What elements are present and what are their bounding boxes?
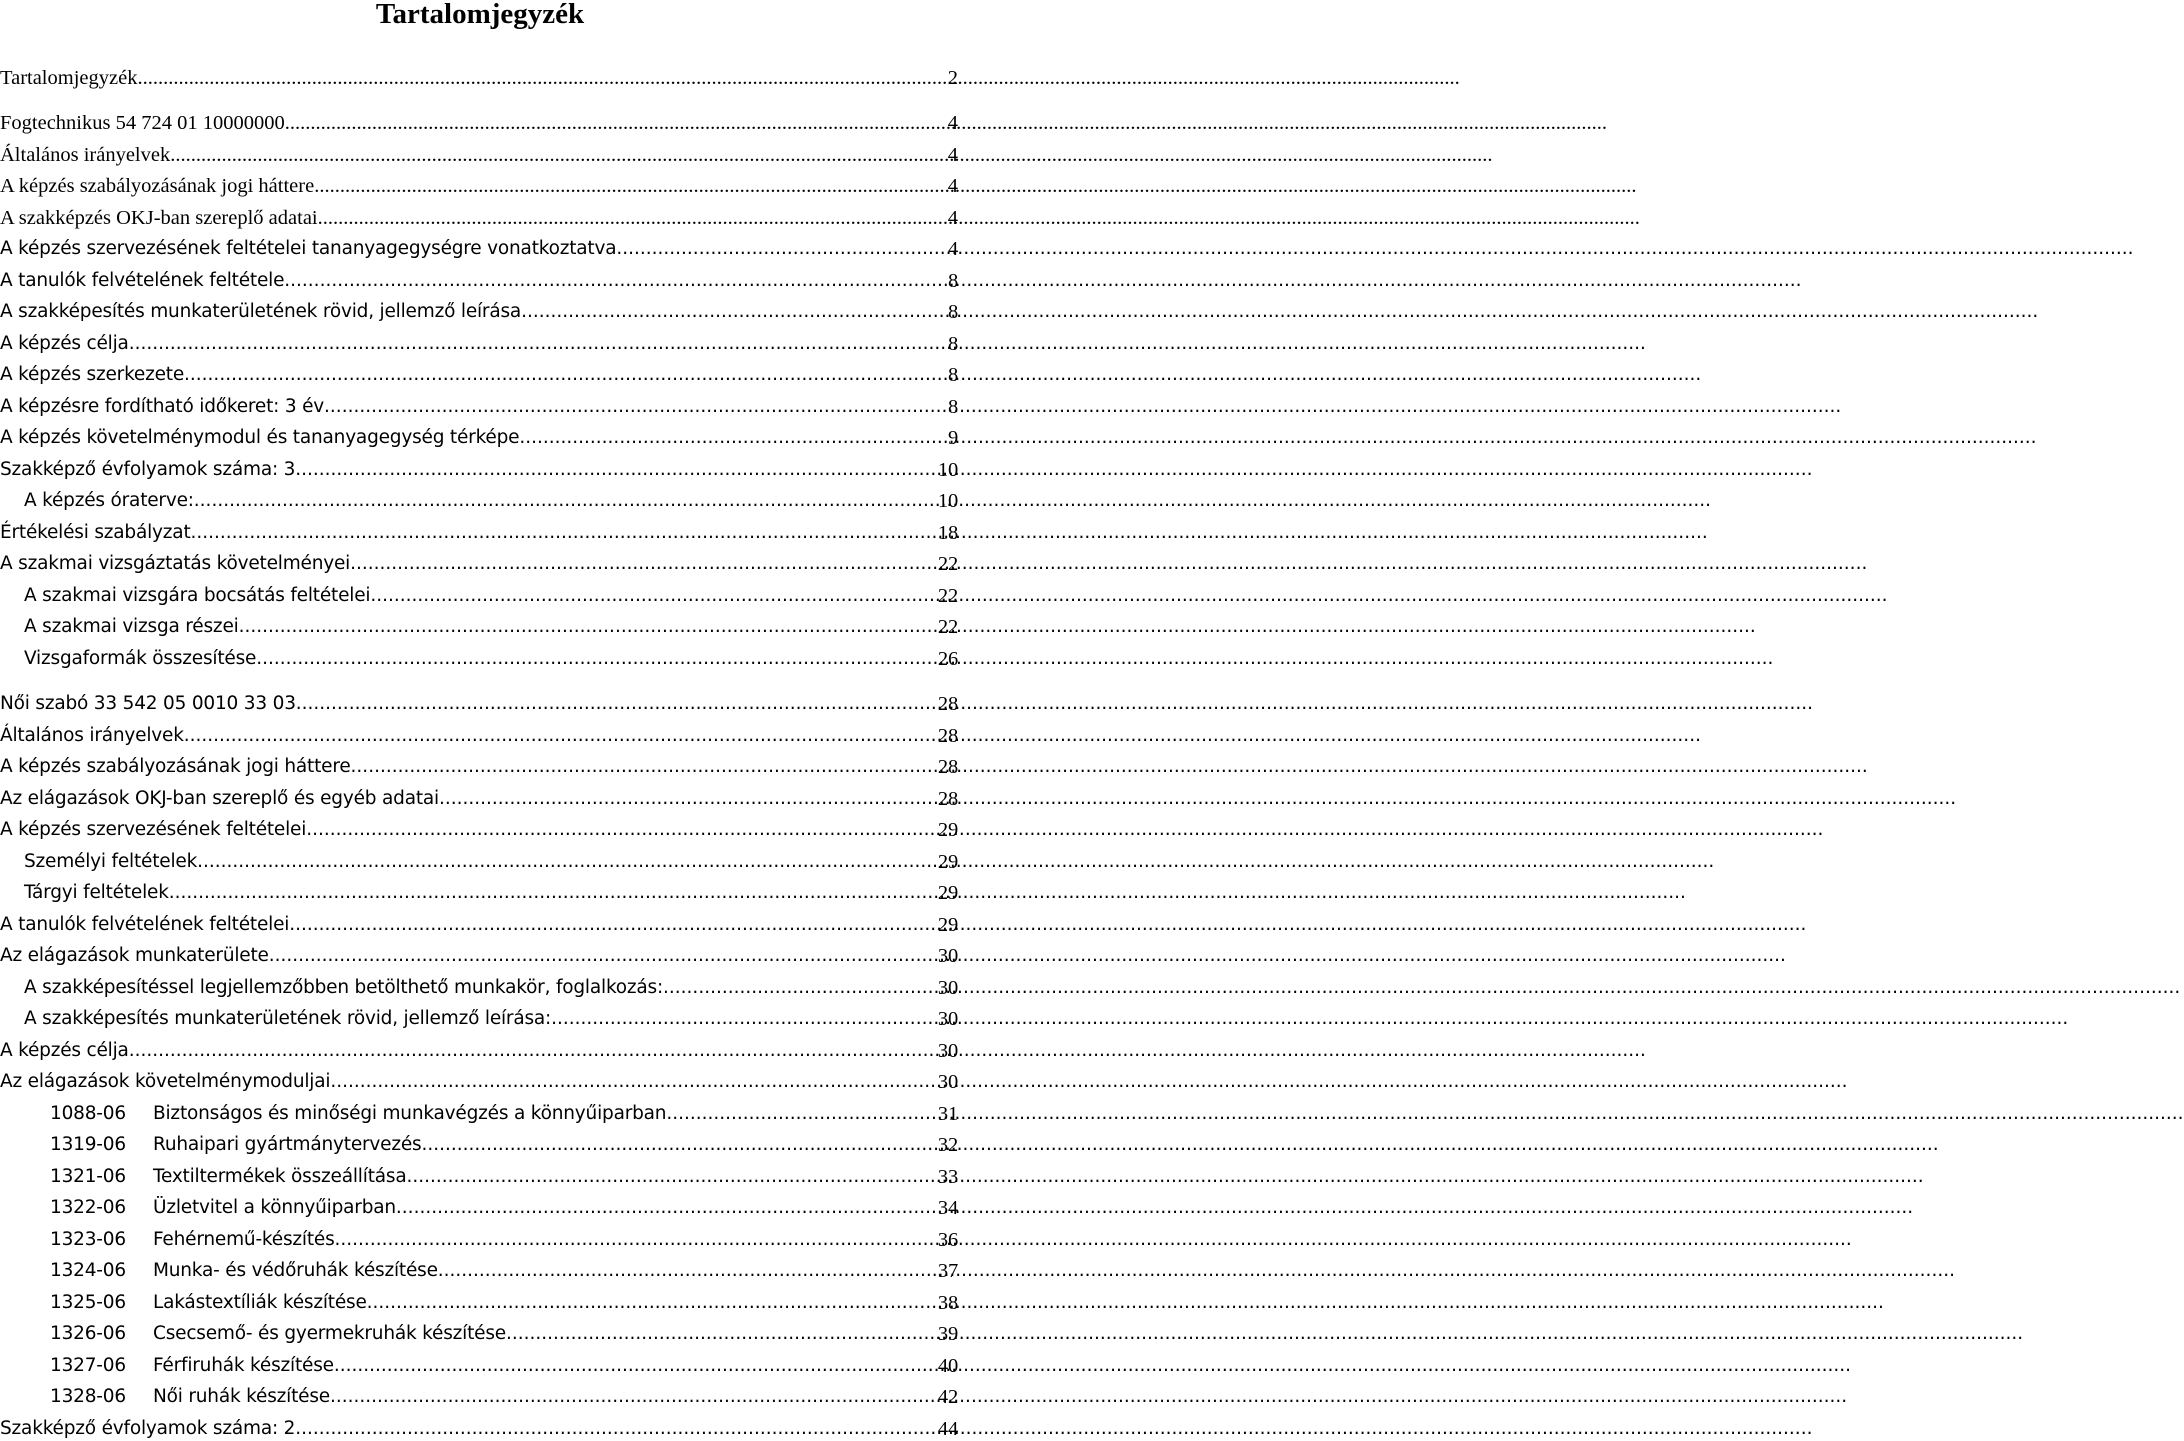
toc-entry-label: A szakképesítés munkaterületének rövid, jellemző leírása <box>0 301 522 322</box>
toc-entry-dot-leader <box>137 66 945 90</box>
toc-entry-module-code: 1321-06 <box>50 1165 126 1187</box>
toc-entry-label: Tárgyi feltételek <box>24 882 169 903</box>
toc-entry[interactable] <box>0 1000 958 1032</box>
toc-entry-page-number: 4 <box>947 238 958 260</box>
toc-entry-dot-leader <box>666 1102 936 1126</box>
toc-entry-label: A tanulók felvételének feltételei <box>0 913 290 935</box>
toc-entry[interactable] <box>0 1126 958 1158</box>
toc-entry[interactable] <box>0 1346 958 1378</box>
toc-entry-module-code: 1325-06 <box>50 1291 126 1313</box>
toc-entry-page-number: 38 <box>937 1291 958 1314</box>
toc-entry[interactable] <box>0 748 958 780</box>
toc-entry-label: Szakképző évfolyamok száma: 2 <box>0 1417 296 1439</box>
toc-entry[interactable] <box>0 513 958 545</box>
toc-entry[interactable] <box>0 842 958 874</box>
toc-entry-label: A képzésre fordítható időkeret: 3 év <box>0 395 325 417</box>
toc-entry-label: A tanulók felvételének feltétele <box>0 269 285 291</box>
toc-entry-label: Lakástextíliák készítése <box>153 1291 367 1313</box>
toc-entry-dot-leader <box>350 552 936 576</box>
toc-entry-label: Az elágazások követelménymoduljai <box>0 1071 331 1092</box>
toc-entry[interactable] <box>0 58 958 90</box>
toc-entry-label: Női ruhák készítése <box>153 1386 330 1407</box>
toc-entry[interactable] <box>0 1315 958 1347</box>
toc-entry-label: A képzés követelménymodul és tananyagegység térképe <box>0 427 520 448</box>
toc-entry-page-number: 10 <box>937 458 958 481</box>
toc-entry-page-number: 9 <box>947 427 958 449</box>
toc-entry[interactable] <box>0 811 958 843</box>
toc-entry-label: A szakmai vizsga részei <box>24 616 239 637</box>
toc-entry[interactable] <box>0 608 958 640</box>
toc-entry-dot-leader <box>170 143 946 167</box>
toc-entry[interactable] <box>0 356 958 388</box>
toc-entry-label: A képzés szabályozásának jogi háttere <box>0 175 315 197</box>
toc-entry-page-number: 30 <box>937 976 958 999</box>
toc-entry-label: Ruhaipari gyártmánytervezés <box>153 1134 422 1155</box>
toc-entry-page-number: 2 <box>947 66 958 89</box>
toc-entry-dot-leader <box>194 489 936 513</box>
toc-entry-label: A képzés célja <box>0 332 129 354</box>
toc-entry-label: A szakmai vizsgáztatás követelményei <box>0 553 351 574</box>
page-title: Tartalomjegyzék <box>375 0 585 30</box>
toc-entry-page-number: 8 <box>947 364 958 386</box>
toc-entry-dot-leader <box>370 584 936 608</box>
toc-entry-page-number: 44 <box>937 1417 958 1440</box>
toc-entry-module-code: 1088-06 <box>50 1102 126 1124</box>
toc-entry-page-number: 8 <box>947 332 958 355</box>
toc-entry-label: Textiltermékek összeállítása <box>153 1165 407 1187</box>
toc-entry-page-number: 29 <box>937 882 958 904</box>
toc-entry[interactable] <box>0 576 958 608</box>
toc-entry-label: Csecsemő- és gyermekruhák készítése <box>153 1323 506 1344</box>
toc-entry-page-number: 22 <box>937 584 958 607</box>
toc-entry-page-number: 42 <box>937 1386 958 1408</box>
toc-entry-label: A szakmai vizsgára bocsátás feltételei <box>24 584 371 606</box>
toc-entry[interactable] <box>0 716 958 748</box>
toc-entry-page-number: 29 <box>937 819 958 841</box>
toc-entry[interactable] <box>0 968 958 1000</box>
toc-entry-dot-leader <box>295 1417 936 1441</box>
toc-entry-dot-leader <box>421 1133 935 1157</box>
toc-entry[interactable] <box>0 324 958 356</box>
toc-entry-label: Női szabó 33 542 05 0010 33 03 <box>0 693 296 714</box>
toc-entry[interactable] <box>0 639 958 671</box>
toc-entry-dot-leader <box>296 692 936 716</box>
toc-entry-page-number: 26 <box>937 647 958 670</box>
toc-entry-label: Munka- és védőruhák készítése <box>153 1260 438 1281</box>
toc-entry[interactable] <box>0 1189 958 1221</box>
toc-entry-module-code: 1322-06 <box>50 1197 126 1218</box>
toc-entry-page-number: 18 <box>937 521 958 544</box>
toc-entry-page-number: 40 <box>937 1354 958 1377</box>
toc-entry[interactable] <box>0 293 958 325</box>
toc-entry-page-number: 30 <box>937 1071 958 1093</box>
toc-entry-page-number: 36 <box>937 1228 958 1251</box>
toc-entry[interactable] <box>0 387 958 419</box>
toc-entry-label: Értékelési szabályzat <box>0 521 191 543</box>
toc-entry[interactable] <box>0 104 958 136</box>
toc-entry-dot-leader <box>269 944 936 968</box>
toc-entry[interactable] <box>0 1063 958 1095</box>
toc-entry-page-number: 32 <box>937 1134 958 1156</box>
toc-entry-page-number: 8 <box>947 269 958 292</box>
toc-entry-label: Személyi feltételek <box>24 850 198 872</box>
toc-entry-dot-leader <box>506 1322 936 1346</box>
toc-entry-label: A képzés szervezésének feltételei <box>0 819 307 840</box>
toc-entry[interactable] <box>0 1157 958 1189</box>
toc-entry-page-number: 31 <box>937 1102 958 1125</box>
toc-entry-page-number: 4 <box>947 206 958 229</box>
toc-entry-page-number: 8 <box>947 301 958 323</box>
toc-entry-dot-leader <box>197 850 936 874</box>
toc-entry-label: A szakképesítés munkaterületének rövid, jellemző leírása: <box>24 1008 552 1029</box>
toc-entry-dot-leader <box>285 111 946 135</box>
toc-entry-dot-leader <box>551 1007 936 1031</box>
toc-entry-label: Fehérnemű-készítés <box>153 1228 335 1250</box>
toc-entry-module-code: 1319-06 <box>50 1134 126 1155</box>
toc-entry[interactable] <box>0 450 958 482</box>
toc-entry[interactable] <box>0 419 958 451</box>
toc-entry[interactable] <box>0 261 958 293</box>
toc-entry-page-number: 28 <box>937 693 958 715</box>
toc-entry-dot-leader <box>335 1228 936 1252</box>
toc-entry-module-code: 1324-06 <box>50 1260 126 1281</box>
toc-entry[interactable] <box>0 482 958 514</box>
toc-entry-module-code: 1323-06 <box>50 1228 126 1250</box>
toc-entry-page-number: 30 <box>937 1039 958 1062</box>
toc-entry-dot-leader <box>367 1291 936 1315</box>
toc-entry-page-number: 28 <box>937 787 958 810</box>
toc-entry-dot-leader <box>519 426 946 450</box>
toc-entry-dot-leader <box>184 363 946 387</box>
toc-entry-page-number: 8 <box>947 395 958 418</box>
toc-entry-label: A szakképzés OKJ-ban szereplő adatai <box>0 206 318 229</box>
toc-entry-label: Általános irányelvek <box>0 143 171 166</box>
toc-entry[interactable] <box>0 937 958 969</box>
toc-entry-page-number: 4 <box>947 175 958 197</box>
toc-entry-page-number: 28 <box>937 724 958 747</box>
toc-entry-page-number: 22 <box>937 616 958 638</box>
toc-entry[interactable] <box>0 685 958 717</box>
toc-entry-dot-leader <box>169 881 936 905</box>
toc-entry[interactable] <box>0 1283 958 1315</box>
toc-entry[interactable] <box>0 198 958 230</box>
toc-entry-dot-leader <box>239 615 936 639</box>
toc-entry-label: Biztonságos és minőségi munkavégzés a könnyűiparban <box>153 1102 667 1124</box>
toc-entry-label: A képzés óraterve: <box>24 490 194 511</box>
toc-entry-module-code: 1328-06 <box>50 1386 126 1407</box>
toc-entry-label: A képzés szabályozásának jogi háttere <box>0 756 351 777</box>
toc-entry-page-number: 4 <box>947 143 958 166</box>
toc-entry-dot-leader <box>289 913 936 937</box>
toc-entry-dot-leader <box>314 174 946 198</box>
toc-entry-page-number: 28 <box>937 756 958 778</box>
toc-entry-page-number: 4 <box>947 112 958 134</box>
toc-entry-page-number: 22 <box>937 553 958 575</box>
toc-entry-label: Férfiruhák készítése <box>153 1354 334 1376</box>
toc-entry[interactable] <box>0 1220 958 1252</box>
toc-entry-dot-leader <box>295 458 936 482</box>
toc-entry-dot-leader <box>663 976 936 1000</box>
toc-entry-label: Vizsgaformák összesítése <box>24 647 257 669</box>
toc-entry-dot-leader <box>306 818 936 842</box>
toc-entry-page-number: 10 <box>937 490 958 512</box>
toc-entry-dot-leader <box>439 787 936 811</box>
toc-entry[interactable] <box>0 230 958 262</box>
toc-entry-label: A képzés célja <box>0 1039 129 1061</box>
toc-entry[interactable] <box>0 1252 958 1284</box>
toc-entry-dot-leader <box>129 332 946 356</box>
toc-entry-dot-leader <box>330 1070 936 1094</box>
toc-entry[interactable] <box>0 1409 958 1441</box>
toc-entry-page-number: 29 <box>937 850 958 873</box>
toc-entry[interactable] <box>0 905 958 937</box>
toc-entry[interactable] <box>0 545 958 577</box>
toc-entry-module-code: 1326-06 <box>50 1323 126 1344</box>
toc-entry-dot-leader <box>129 1039 936 1063</box>
toc-entry-dot-leader <box>438 1259 936 1283</box>
toc-entry-label: Üzletvitel a könnyűiparban <box>153 1197 396 1218</box>
toc-entry-label: A képzés szerkezete <box>0 364 185 385</box>
toc-entry[interactable] <box>0 1031 958 1063</box>
toc-entry-page-number: 29 <box>937 913 958 936</box>
toc-entry[interactable] <box>0 779 958 811</box>
toc-entry[interactable] <box>0 1094 958 1126</box>
toc-entry-label: Az elágazások munkaterülete <box>0 945 269 966</box>
toc-entry-page-number: 34 <box>937 1197 958 1219</box>
toc-entry-module-code: 1327-06 <box>50 1354 126 1376</box>
toc-entry-label: Általános irányelvek <box>0 724 184 746</box>
toc-entry-label: Fogtechnikus 54 724 01 10000000 <box>0 112 285 134</box>
toc-entry[interactable] <box>0 135 958 167</box>
toc-entry-dot-leader <box>351 755 936 779</box>
toc-entry[interactable] <box>0 874 958 906</box>
toc-entry[interactable] <box>0 1378 958 1410</box>
toc-entry-dot-leader <box>334 1354 936 1378</box>
toc-entry-dot-leader <box>318 206 946 230</box>
toc-entry-dot-leader <box>521 300 946 324</box>
toc-entry-dot-leader <box>406 1165 935 1189</box>
toc-entry-dot-leader <box>284 269 946 293</box>
toc-entry-page-number: 37 <box>937 1260 958 1282</box>
toc-entry-dot-leader <box>396 1196 936 1220</box>
toc-entry[interactable] <box>0 167 958 199</box>
toc-entry-label: Szakképző évfolyamok száma: 3 <box>0 458 296 480</box>
toc-entry-label: Az elágazások OKJ-ban szereplő és egyéb adatai <box>0 787 439 809</box>
toc-entry-label: Tartalomjegyzék <box>0 66 138 89</box>
toc-entry-dot-leader <box>184 724 936 748</box>
toc-entry-dot-leader <box>330 1385 936 1409</box>
toc-entry-dot-leader <box>191 521 936 545</box>
toc-entry-dot-leader <box>256 647 936 671</box>
toc-entry-dot-leader <box>616 237 946 261</box>
toc-entry-dot-leader <box>324 395 946 419</box>
toc-entry-label: A képzés szervezésének feltételei tananyagegységre vonatkoztatva <box>0 238 617 259</box>
table-of-contents <box>0 58 958 1441</box>
toc-entry-page-number: 39 <box>937 1323 958 1345</box>
toc-entry-page-number: 30 <box>937 1008 958 1030</box>
toc-entry-page-number: 33 <box>937 1165 958 1188</box>
toc-entry-label: A szakképesítéssel legjellemzőbben betölthető munkakör, foglalkozás: <box>24 976 664 998</box>
toc-entry-page-number: 30 <box>937 945 958 967</box>
